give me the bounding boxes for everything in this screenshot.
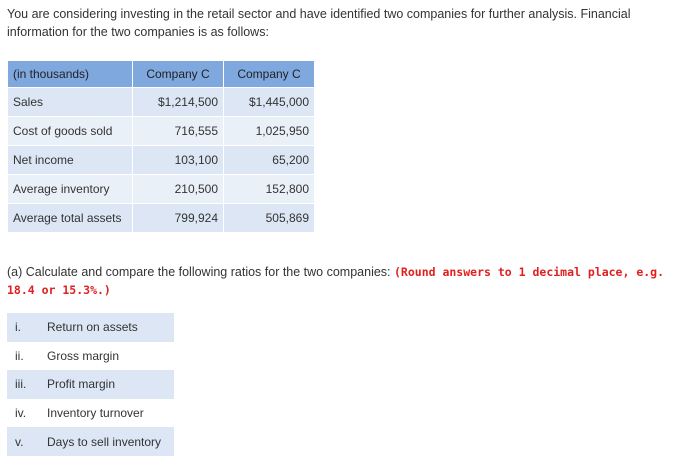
- table-row: [8, 175, 315, 204]
- row-label: Sales: [8, 88, 133, 117]
- financial-table: [7, 60, 315, 233]
- ratio-label: Days to sell inventory: [47, 434, 162, 449]
- ratio-label: Inventory turnover: [47, 406, 144, 421]
- table-row: [8, 88, 315, 117]
- ratio-number: iv.: [15, 406, 27, 421]
- table-row: [8, 117, 315, 146]
- ratio-number: i.: [15, 320, 21, 335]
- cell-value: 103,100: [133, 146, 224, 175]
- ratio-number: v.: [15, 434, 24, 449]
- rounding-note: (Round answers to 1 decimal place, e.g. 18.4 or 15.3%.): [7, 265, 665, 297]
- row-label: Net income: [8, 146, 133, 175]
- row-label: Average total assets: [8, 204, 133, 233]
- question-text: [7, 263, 667, 299]
- row-label: Average inventory: [8, 175, 133, 204]
- list-item: [7, 370, 174, 399]
- cell-value: 799,924: [133, 204, 224, 233]
- list-item: [7, 313, 174, 342]
- row-label: Cost of goods sold: [8, 117, 133, 146]
- cell-value: 152,800: [224, 175, 315, 204]
- ratio-label: Return on assets: [47, 320, 138, 335]
- cell-value: 716,555: [133, 117, 224, 146]
- header-label: (in thousands): [8, 61, 133, 88]
- ratio-label: Gross margin: [47, 348, 120, 363]
- cell-value: 1,025,950: [224, 117, 315, 146]
- ratio-number: ii.: [15, 348, 24, 363]
- table-row: [8, 204, 315, 233]
- ratio-label: Profit margin: [47, 377, 116, 392]
- table-row: [8, 146, 315, 175]
- cell-value: $1,214,500: [133, 88, 224, 117]
- list-item: [7, 399, 174, 428]
- list-item: [7, 342, 174, 371]
- ratio-list: [7, 313, 174, 456]
- question-prompt: (a) Calculate and compare the following ratios for the two companies:: [7, 265, 394, 279]
- cell-value: 210,500: [133, 175, 224, 204]
- table-header-row: [8, 61, 315, 88]
- header-company-2: Company C: [224, 61, 315, 88]
- cell-value: 505,869: [224, 204, 315, 233]
- cell-value: 65,200: [224, 146, 315, 175]
- list-item: [7, 427, 174, 456]
- cell-value: $1,445,000: [224, 88, 315, 117]
- intro-text: You are considering investing in the retail sector and have identified two companies for further analysis. Financial information for the two companies is as follows:: [7, 7, 631, 39]
- header-company-1: Company C: [133, 61, 224, 88]
- ratio-number: iii.: [15, 377, 27, 392]
